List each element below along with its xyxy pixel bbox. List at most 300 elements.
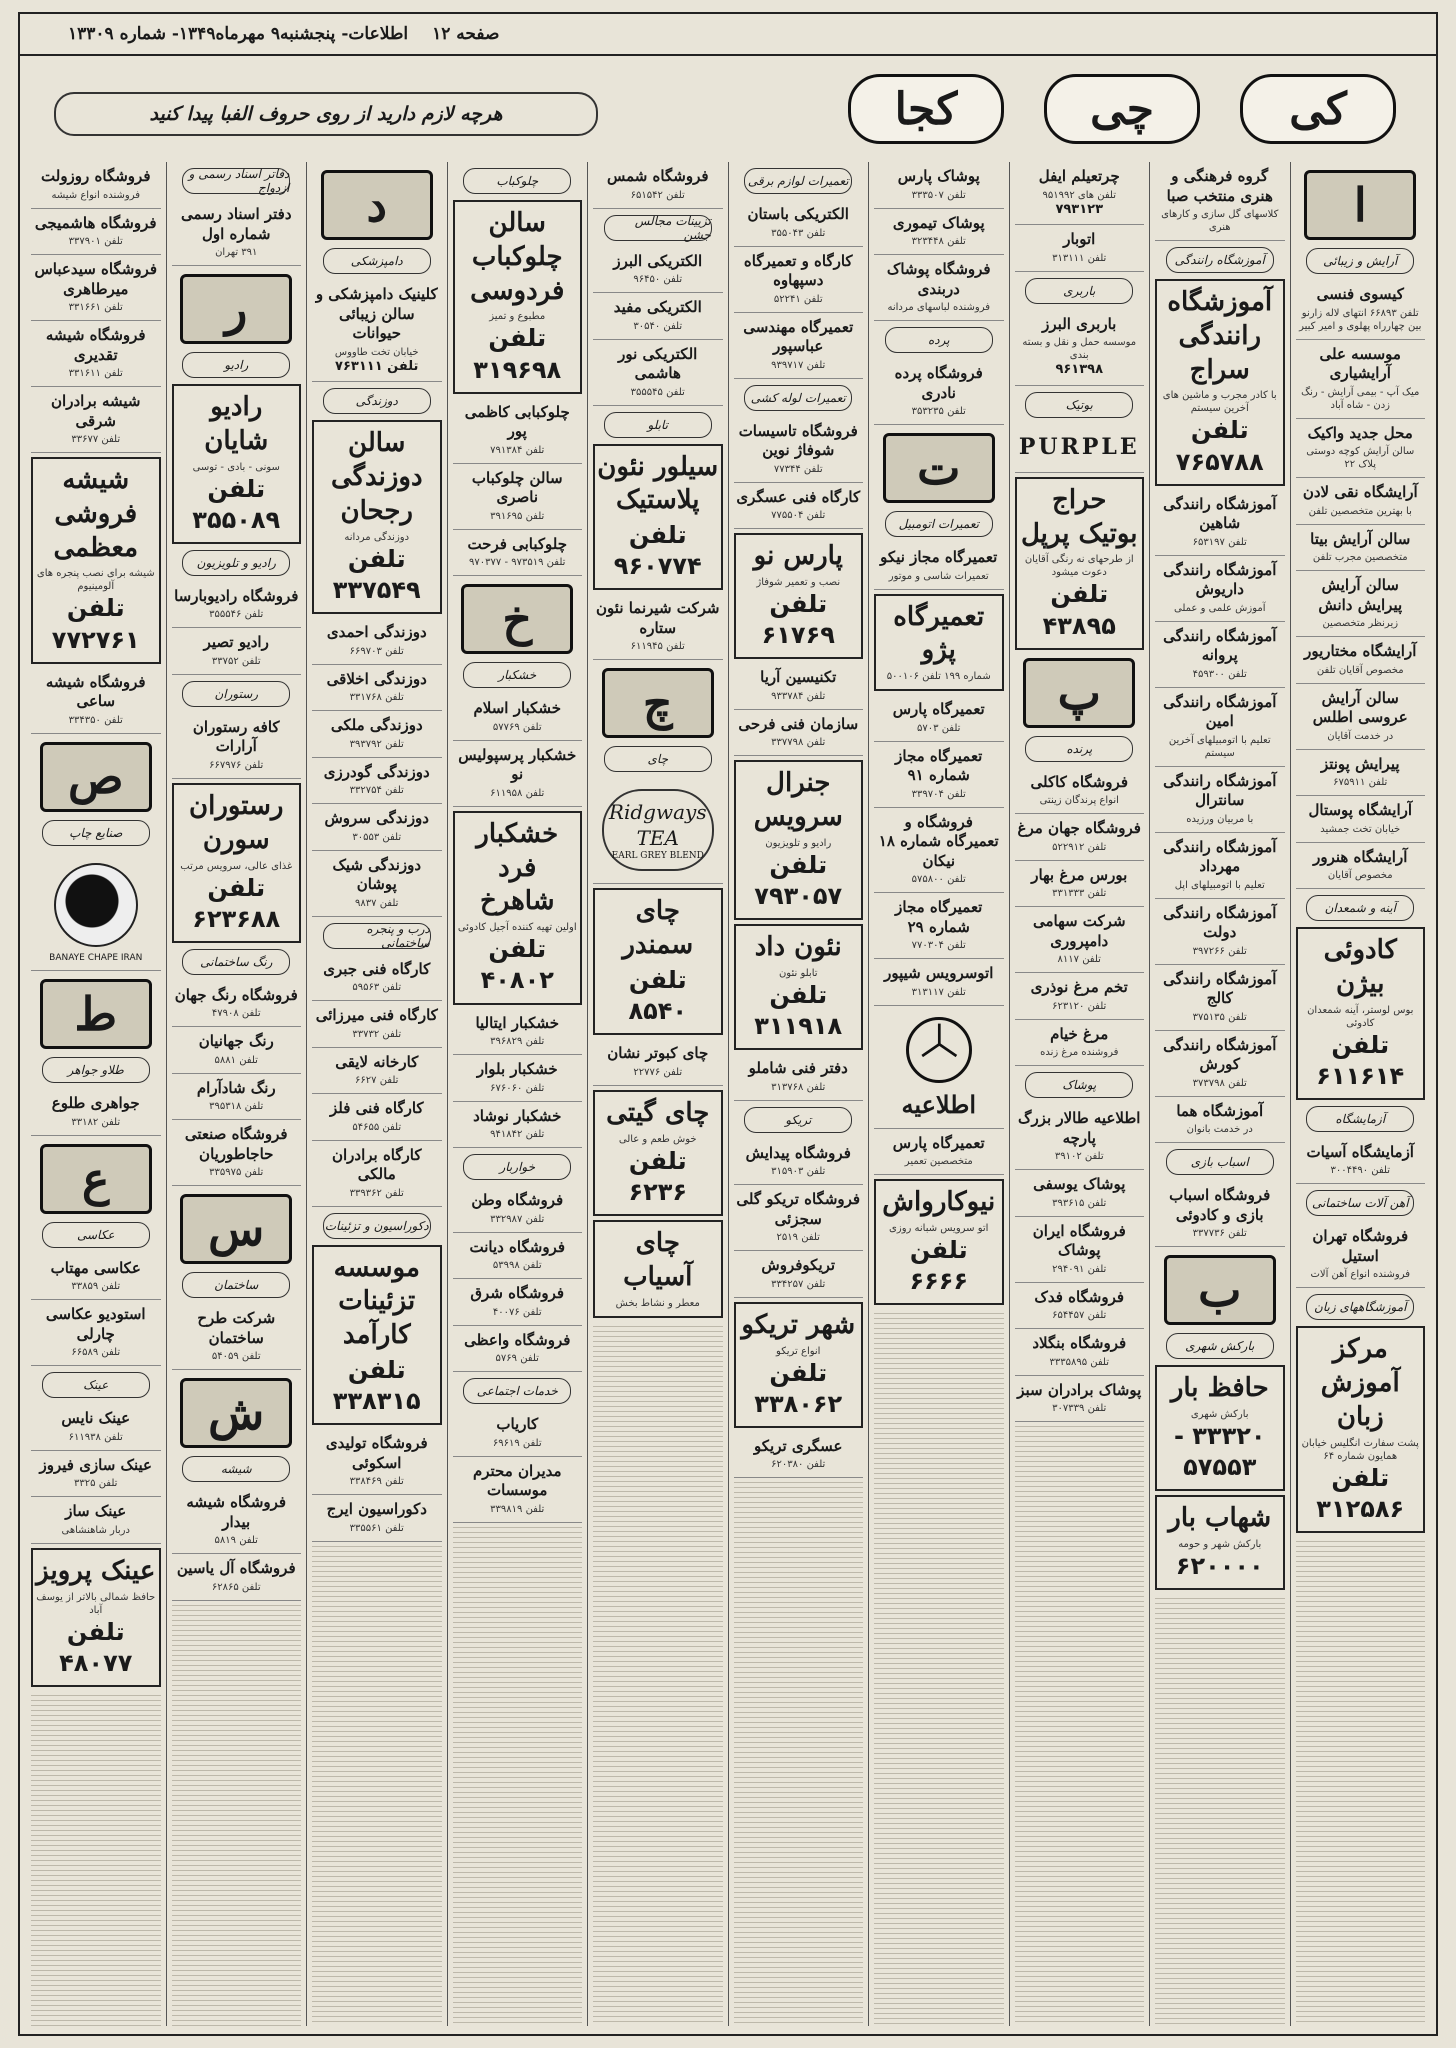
alphabet-letter: چ	[602, 668, 714, 738]
ad-body: تلفن ۳۹۷۲۶۶	[1192, 945, 1247, 957]
classified-ad	[1155, 1097, 1285, 1144]
ad-title: جواهری طلوع	[51, 1094, 140, 1113]
category-heading: آهن آلات ساختمانی	[1306, 1190, 1414, 1216]
ad-body: تلفن ۵۸۱۹	[214, 1535, 258, 1547]
ad-title: شیشه فروشی معظمی	[53, 465, 138, 563]
alphabet-letter: پ	[1023, 658, 1135, 728]
ad-body: تلفن ۳۳۷۹۰۱	[68, 236, 123, 247]
ad-title: موسسه تزئینات کارآمد	[333, 1252, 420, 1351]
ad-body: تلفن ۳۵۵۵۴۶	[209, 609, 264, 621]
ad-phone: تلفن ۶۱۷۶۹	[761, 589, 835, 649]
ad-phone: تلفن ۳۱۹۶۹۸	[473, 324, 562, 384]
classified-ad	[172, 1120, 302, 1186]
classified-ad	[453, 1186, 583, 1233]
ad-title: چلوکبابی کاظمی پور	[464, 402, 570, 441]
ad-title: رادیو تصیر	[203, 633, 269, 652]
ad-body: تلفن ۵۹۵۶۳	[352, 982, 402, 994]
ad-title: آموزشگاه رانندگی پروانه	[1163, 626, 1277, 665]
classified-ad	[874, 162, 1004, 209]
category-heading: پوشاک	[1025, 1072, 1133, 1098]
classified-ad	[734, 483, 864, 530]
classified-ad	[1296, 525, 1426, 572]
ad-body: تلفن ۵۲۲۹۱۲	[1052, 841, 1107, 853]
category-heading: چای	[604, 746, 712, 772]
ad-title: خشکبار اسلام	[473, 699, 561, 718]
ad-title: حراج بوتیک پرپل	[1020, 484, 1138, 549]
ad-title: خشکبار بلوار	[476, 1060, 558, 1079]
ad-body: تلفن ۸۱۱۷	[1057, 954, 1101, 966]
ad-title: کارگاه برادران مالکی	[332, 1145, 422, 1184]
ad-title: رادیو شایان	[204, 392, 269, 456]
classified-ad	[31, 255, 161, 321]
ad-title: تخم مرغ نوذری	[1030, 978, 1128, 997]
ad-title: سالن چلوکباب ناصری	[471, 468, 563, 507]
ad-title: فروشگاه شرق	[470, 1284, 565, 1303]
ad-title: کارگاه فنی جبری	[323, 959, 431, 978]
ad-title: تعمیرگاه مهندسی عباسپور	[743, 317, 854, 355]
ad-body: رادیو و تلویزیون	[765, 837, 832, 849]
ad-body: تلفن ۵۴۶۵۵	[352, 1121, 402, 1133]
ad-body: تلفن ۳۳۸۴۶۹	[349, 1476, 404, 1488]
ad-body: در خدمت بانوان	[1186, 1124, 1253, 1136]
ad-title: دوزندگی گودرزی	[323, 762, 430, 781]
classified-ad	[312, 618, 442, 665]
classified-ad	[312, 851, 442, 917]
ad-body: تلفن ۶۷۶۰۶۰	[490, 1082, 545, 1094]
classified-ad	[1015, 973, 1145, 1020]
classified-ad	[1155, 556, 1285, 622]
category-heading: تزیینات مجالس جشن	[604, 215, 712, 241]
classified-ad	[312, 420, 442, 614]
ad-body: تلفن ۹۷۳۵۱۹ - ۹۷۰۳۷۷	[469, 557, 566, 569]
category-heading: ساختمان	[182, 1272, 290, 1298]
classified-ad	[593, 1039, 723, 1086]
ad-body: تلفن ۹۳۳۷۸۴	[771, 690, 826, 702]
ad-phone: تلفن ۳۵۵۰۸۹	[192, 474, 281, 534]
ad-body: تعمیرات شاسی و موتور	[888, 570, 989, 582]
ad-body: تلفن ۶۷۵۹۱۱	[1333, 777, 1388, 788]
ad-body: تلفن ۳۳۱۸۲	[71, 1116, 121, 1128]
classified-ad	[874, 959, 1004, 1006]
ad-title: آرایشگاه نقی لادن	[1302, 483, 1418, 501]
ad-body: تلفن ۳۳۷۳۲	[352, 1028, 402, 1040]
classified-ad	[874, 1179, 1004, 1305]
ad-title: آموزشگاه رانندگی سانترال	[1163, 771, 1277, 810]
ad-body: با بهترین متخصصین تلفن	[1308, 505, 1412, 517]
page-number: صفحه ۱۲	[432, 24, 500, 44]
category-heading: درب و پنجره ساختمانی	[323, 923, 431, 949]
ad-body: تلفن ۶۱۱۹۴۵	[630, 641, 685, 653]
classified-ad	[453, 398, 583, 464]
alphabet-letter: س	[180, 1194, 292, 1264]
ad-body: انواع پرندگان زینتی	[1039, 795, 1119, 807]
ad-title: الکتریکی باستان	[747, 205, 849, 223]
ad-title: عسگری تریکو	[753, 1436, 843, 1455]
ad-body: تلفن ۷۷۳۴۴	[773, 463, 823, 475]
page-header-strip	[20, 14, 1436, 56]
ad-title: کارخانه لایقی	[335, 1052, 419, 1071]
classified-ad	[593, 1090, 723, 1216]
ad-phone: ۳۳۳۲۰ - ۵۷۵۵۳	[1173, 1422, 1266, 1482]
category-heading: تعمیرات لوازم برقی	[744, 168, 852, 194]
ad-title: عینک ساز	[65, 1502, 127, 1521]
classified-ad	[1155, 490, 1285, 556]
ad-title: فروشگاه وطن	[471, 1191, 564, 1210]
classified-ad	[312, 1001, 442, 1048]
classified-ad	[31, 457, 161, 664]
ad-title: کاریاب	[496, 1415, 539, 1434]
classified-ad	[874, 742, 1004, 808]
classified-ad	[453, 1279, 583, 1326]
ad-body: میک آپ - بیمی آرایش - رنگ زدن - شاه آباد	[1301, 386, 1420, 411]
ad-title: نیوکارواش	[882, 1187, 996, 1218]
ad-title: پوشاک پارس	[897, 167, 980, 185]
ad-body: تلفن ۳۰۵۴۰	[633, 320, 683, 332]
classified-ad	[312, 1141, 442, 1207]
ad-title: کارگاه فنی عسگری	[736, 487, 861, 506]
classified-ad	[593, 162, 723, 209]
category-heading: خشکبار	[463, 662, 571, 688]
classified-ad	[1015, 1376, 1145, 1423]
ad-body: فروشنده انواع آهن آلات	[1310, 1269, 1411, 1281]
ad-title: آموزشگاه رانندگی شاهین	[1163, 494, 1277, 533]
ad-title: الکتریکی نور هاشمی	[618, 344, 698, 382]
ad-body: تلفن ۶۲۰۳۸۰	[771, 1459, 826, 1471]
ad-body: تلفن ۳۳۲۹۸۷	[490, 1213, 545, 1225]
ad-phone: تلفن ۴۳۸۹۵	[1042, 580, 1116, 640]
category-heading: رادیو و تلویزیون	[182, 550, 290, 576]
ad-title: الکتریکی مفید	[613, 298, 702, 316]
ad-body: تلفن ۳۹۳۶۱۵	[1052, 1197, 1107, 1209]
classified-ad	[734, 313, 864, 379]
category-heading: پرنده	[1025, 736, 1133, 762]
category-heading: تعمیرات اتومبیل	[885, 511, 993, 537]
ad-title: پوشاک یوسفی	[1033, 1175, 1126, 1194]
ad-body: فروشنده مرغ زنده	[1040, 1047, 1119, 1059]
classified-columns	[26, 162, 1430, 2026]
classified-ad	[1015, 162, 1145, 225]
ad-body: اولین تهیه کننده آجیل کادوئی	[457, 922, 577, 934]
ad-title: تعمیرگاه پژو	[893, 601, 985, 666]
ad-title: فروشگاه تولیدی اسکوئی	[325, 1434, 428, 1472]
ad-title: فروشگاه کاکلی	[1030, 772, 1128, 791]
classified-ad	[1155, 1365, 1285, 1491]
tea-brand-name: Ridgways TEA	[608, 799, 707, 850]
ad-title: فروشگاه ایران پوشاک	[1032, 1221, 1126, 1260]
ad-title: چرتعیلم ایفل	[1038, 167, 1120, 185]
column-4	[868, 162, 1009, 2026]
ad-body: تلفن ۳۰۵۵۳	[352, 831, 402, 843]
ad-body: غذای عالی، سرویس مرتب	[180, 860, 293, 872]
classified-ad	[1015, 1217, 1145, 1283]
classified-ad	[453, 464, 583, 530]
classified-ad	[1015, 768, 1145, 815]
ad-title: فروشگاه شمس	[606, 167, 709, 185]
classified-ad	[453, 811, 583, 1005]
ad-body: تلفن ۳۳۱۳۳۳	[1052, 888, 1107, 900]
ad-title: خشکبار فرد شاهرخ	[476, 818, 559, 917]
ad-body: تلفن ۳۳۱۶۱۱	[68, 368, 123, 379]
classified-ad	[1296, 637, 1426, 684]
column-fine-print	[734, 1478, 864, 2026]
ad-title: رنگ شادآرام	[196, 1078, 276, 1097]
banner-word-chi: چی	[1044, 74, 1200, 144]
ad-body: زیرنظر متخصصین	[1322, 618, 1399, 629]
classified-ad	[172, 628, 302, 675]
classified-ad	[31, 162, 161, 209]
ad-body: تلفن ۶۲۸۶۵	[211, 1581, 261, 1593]
ad-body: معطر و نشاط بخش	[615, 1297, 700, 1309]
ad-body: تلفن ۷۹۱۳۸۴	[490, 444, 545, 456]
ad-title: چای کبوتر نشان	[607, 1044, 709, 1063]
ad-phone: تلفن ۳۳۸۳۱۵	[332, 1356, 421, 1416]
ad-body: تلفن ۶۶۲۷	[355, 1075, 399, 1087]
ad-title: فروشگاه شیشه ساعی	[45, 672, 146, 711]
ad-title: شرکت شیرنما نئون ستاره	[596, 599, 720, 637]
ad-title: جنرال سرویس	[753, 768, 843, 832]
classified-ad	[734, 200, 864, 247]
classified-ad	[734, 1185, 864, 1251]
ad-title: چای سمندر	[622, 896, 694, 961]
ad-phone: تلفن ۳۱۱۹۱۸	[754, 980, 843, 1041]
ad-title: استودیو عکاسی چارلی	[45, 1305, 146, 1343]
ad-body: تلفن ۳۱۳۱۱۷	[911, 986, 966, 998]
classified-ad	[734, 760, 864, 920]
classified-ad	[734, 710, 864, 757]
ad-title: تعمیرگاه مجاز شماره ۹۱	[895, 746, 983, 785]
ad-body: تلفن ۲۹۴۰۹۱	[1052, 1263, 1107, 1275]
classified-ad	[593, 888, 723, 1035]
ad-title: کادوئی بیژن	[1323, 935, 1397, 999]
ad-phone: تلفن ۶۶۶۶	[909, 1236, 969, 1296]
classified-ad	[1155, 1495, 1285, 1590]
column-fine-print	[593, 1322, 723, 2026]
classified-ad	[31, 1497, 161, 1544]
ad-phone: تلفن ۶۲۳۶	[628, 1146, 688, 1206]
ad-body: تلفن ۳۳۱۷۶۸	[349, 692, 404, 704]
ad-body: فروشنده لباسهای مردانه	[887, 302, 991, 313]
ad-phone: ۹۶۱۳۹۸	[1055, 362, 1104, 378]
classified-ad	[734, 417, 864, 483]
classified-ad	[1155, 162, 1285, 241]
ad-phone: تلفن ۷۷۲۷۶۱	[51, 594, 140, 654]
classified-ad	[734, 1251, 864, 1298]
ad-body: تلفن ۴۵۹۳۰۰	[1192, 668, 1247, 680]
classified-ad	[312, 1094, 442, 1141]
ad-title: فروشگاه اسباب بازی و کادوئی	[1169, 1186, 1271, 1224]
ad-body: انواع تریکو	[776, 1345, 821, 1357]
classified-ad	[1015, 1170, 1145, 1217]
classified-ad	[874, 893, 1004, 959]
classified-ad	[312, 758, 442, 805]
category-heading: عکاسی	[42, 1222, 150, 1248]
column-7	[447, 162, 588, 2026]
classified-ad	[172, 783, 302, 943]
ad-body: تلفن ۷۷۵۵۰۴	[771, 510, 826, 521]
classified-ad	[874, 695, 1004, 742]
classified-ad	[1296, 927, 1426, 1100]
ad-title: کارگاه فنی فلز	[329, 1099, 424, 1118]
classified-ad	[874, 1129, 1004, 1176]
ad-title: کافه رستوران آرارات	[192, 717, 280, 756]
ad-body: تلفن ۵۴۰۵۹	[211, 1351, 261, 1363]
ad-title: تعمیرگاه پارس	[892, 1133, 985, 1152]
category-heading: بوتیک	[1025, 392, 1133, 418]
classified-ad	[1155, 899, 1285, 965]
ad-title: کلینیک دامپزشکی و سالن زیبائی حیوانات	[315, 285, 438, 342]
classified-ad	[593, 340, 723, 406]
ad-title: فروشگاه رادیوبارسا	[174, 586, 299, 605]
ad-title: فروشگاه جهان مرغ	[1017, 819, 1141, 838]
classified-ad	[453, 1410, 583, 1457]
classified-ad	[1155, 767, 1285, 833]
ad-title: تریکوفروش	[761, 1256, 836, 1275]
alphabet-letter: ر	[180, 274, 292, 344]
ad-title: نئون داد	[754, 932, 842, 963]
classified-ad	[1155, 833, 1285, 899]
ad-body: شیشه برای نصب پنجره های آلومینیوم	[36, 568, 155, 593]
ad-title: اتوسرویس شیپور	[884, 964, 994, 983]
classified-ad	[1015, 1020, 1145, 1067]
ad-body: تعلیم با اتومبیلهای اپل	[1174, 879, 1265, 891]
ad-body: تلفن ۶۱۱۹۳۸	[68, 1431, 123, 1443]
ad-body: در خدمت آقایان	[1327, 730, 1394, 742]
ad-title: کارگاه و تعمیرگاه دسپهاوه	[743, 251, 853, 289]
category-heading: رستوران	[182, 681, 290, 707]
alphabet-letter: ا	[1304, 170, 1416, 240]
classified-ad	[453, 1009, 583, 1056]
classified-ad	[453, 1102, 583, 1149]
ad-title: فروشگاه تهران استیل	[1312, 1227, 1409, 1265]
ad-title: شهر تریکو	[741, 1309, 856, 1340]
column-fine-print	[874, 1309, 1004, 2026]
category-heading: خدمات اجتماعی	[463, 1378, 571, 1404]
ad-title: دوزندگی سروش	[324, 809, 429, 828]
column-fine-print	[31, 1691, 161, 2026]
ad-title: فروشگاه شیشه بیدار	[186, 1493, 287, 1531]
ad-title: اطلاعیه	[901, 1089, 977, 1119]
ad-title: فروشگاه پیدایش	[745, 1143, 851, 1162]
classified-ad	[734, 1139, 864, 1186]
classified-ad	[1015, 907, 1145, 973]
category-heading: رنگ ساختمانی	[182, 949, 290, 975]
alphabet-letter: ع	[40, 1144, 152, 1214]
ad-body: تلفن ۳۳۵۵۶۱	[349, 1522, 404, 1534]
classified-ad	[312, 280, 442, 382]
ad-title: محل جدید واکیک	[1307, 423, 1413, 442]
ad-phone: تلفن ۷۶۳۱۱۱	[335, 358, 419, 374]
ad-body: تلفن ۳۹۱۶۹۵	[490, 510, 545, 522]
category-heading: پرده	[885, 327, 993, 353]
ad-body: تلفن ۳۱۵۹۰۳	[771, 1166, 826, 1178]
classified-ad	[31, 1404, 161, 1451]
ad-body: تلفن ۳۲۳۴۴۸	[911, 236, 966, 247]
ad-body: موسسه حمل و نقل و بسته بندی	[1022, 337, 1137, 362]
ad-title: آزمایشگاه آسیات	[1306, 1142, 1414, 1161]
classified-ad	[1296, 796, 1426, 843]
classified-ad	[453, 200, 583, 394]
classified-ad	[1015, 814, 1145, 861]
classified-ad	[1015, 310, 1145, 386]
category-heading: آرایش و زیبائی	[1306, 248, 1414, 274]
ad-body: تلفن ۳۳۹۷۰۴	[911, 788, 966, 800]
classified-ad	[31, 387, 161, 453]
ad-title: فروشگاه رنگ جهان	[174, 985, 298, 1004]
ad-body: تلفن های ۹۵۱۹۹۲	[1042, 189, 1116, 201]
ad-title: حافظ بار	[1170, 1373, 1269, 1404]
ad-body: تلفن ۳۳۱۶۶۱	[68, 302, 123, 313]
ad-title: پیرایش پونتز	[1320, 754, 1400, 773]
ad-body: دوزندگی مردانه	[344, 531, 410, 543]
category-heading: بارکش شهری	[1166, 1333, 1274, 1359]
ad-title: کارگاه فنی میرزائی	[315, 1006, 438, 1025]
ad-title: فروشگاه تاسیسات شوفاژ نوین	[738, 421, 858, 459]
ad-title: رنگ جهانیان	[198, 1032, 274, 1051]
ad-title: آرایشگاه هنرور	[1313, 847, 1408, 866]
ad-body: مخصوص آقایان تلفن	[1316, 664, 1404, 676]
ad-title: مرغ خیام	[1050, 1024, 1109, 1043]
classified-ad	[874, 808, 1004, 894]
ad-title: چای آسیاب	[623, 1228, 693, 1292]
ad-title: عینک سازی فیروز	[39, 1455, 152, 1474]
category-heading: شیشه	[182, 1456, 290, 1482]
ad-title: آموزشگاه رانندگی مهرداد	[1163, 837, 1277, 876]
classified-ad	[1296, 750, 1426, 797]
tea-brand-logo	[602, 789, 714, 871]
ad-title: آموزشگاه هما	[1176, 1101, 1264, 1120]
ad-body: تلفن ۶۶۵۸۹	[71, 1347, 121, 1359]
ad-body: تلفن ۳۳۷۵۲	[211, 655, 261, 667]
classified-ad	[874, 594, 1004, 692]
classified-ad	[31, 1089, 161, 1136]
logo-block	[1015, 424, 1145, 473]
classified-ad	[312, 1429, 442, 1495]
column-10	[26, 162, 166, 2026]
ad-body: تلفن ۴۷۹۰۸	[211, 1008, 261, 1020]
classified-ad	[1015, 1329, 1145, 1376]
ad-phone: تلفن ۶۲۳۶۸۸	[192, 873, 281, 933]
ad-body: تلفن ۳۵۳۲۳۵	[911, 406, 966, 417]
tea-ad	[593, 778, 723, 884]
ad-phone: تلفن ۷۶۵۷۸۸	[1175, 416, 1264, 476]
classified-ad	[874, 543, 1004, 590]
ad-title: فروشگاه پوشاک دربندی	[886, 260, 991, 298]
ad-title: دفتر اسناد رسمی شماره اول	[180, 205, 292, 243]
ad-title: فروشگاه تریکو گلی سجزئی	[736, 1190, 861, 1228]
banner-word-koja: کجا	[848, 74, 1004, 144]
classified-ad	[1015, 477, 1145, 650]
classified-ad	[734, 1432, 864, 1479]
classified-ad	[453, 1233, 583, 1280]
ad-body: تلفن ۳۳۶۷۷	[71, 434, 121, 445]
classified-ad	[1296, 340, 1426, 419]
ad-body: دربار شاهنشاهی	[61, 1524, 130, 1536]
alphabet-letter: ب	[1164, 1255, 1276, 1325]
ad-title: دوزندگی ملکی	[330, 716, 423, 735]
alphabet-letter: ت	[883, 433, 995, 503]
classified-ad	[734, 1054, 864, 1101]
classified-ad	[172, 1304, 302, 1370]
category-heading: آینه و شمعدان	[1306, 895, 1414, 921]
ad-title: سالن دوزندگی رجحان	[330, 428, 423, 526]
column-8	[306, 162, 447, 2026]
classified-ad	[312, 711, 442, 758]
ad-title: فروشگاه صنعتی حاجاطوریان	[184, 1125, 288, 1163]
classified-ad	[172, 582, 302, 629]
ad-title: فروشگاه روزولت	[41, 167, 151, 185]
ad-title: تکنیسین آریا	[760, 668, 837, 687]
ad-title: شهاب بار	[1168, 1503, 1272, 1534]
